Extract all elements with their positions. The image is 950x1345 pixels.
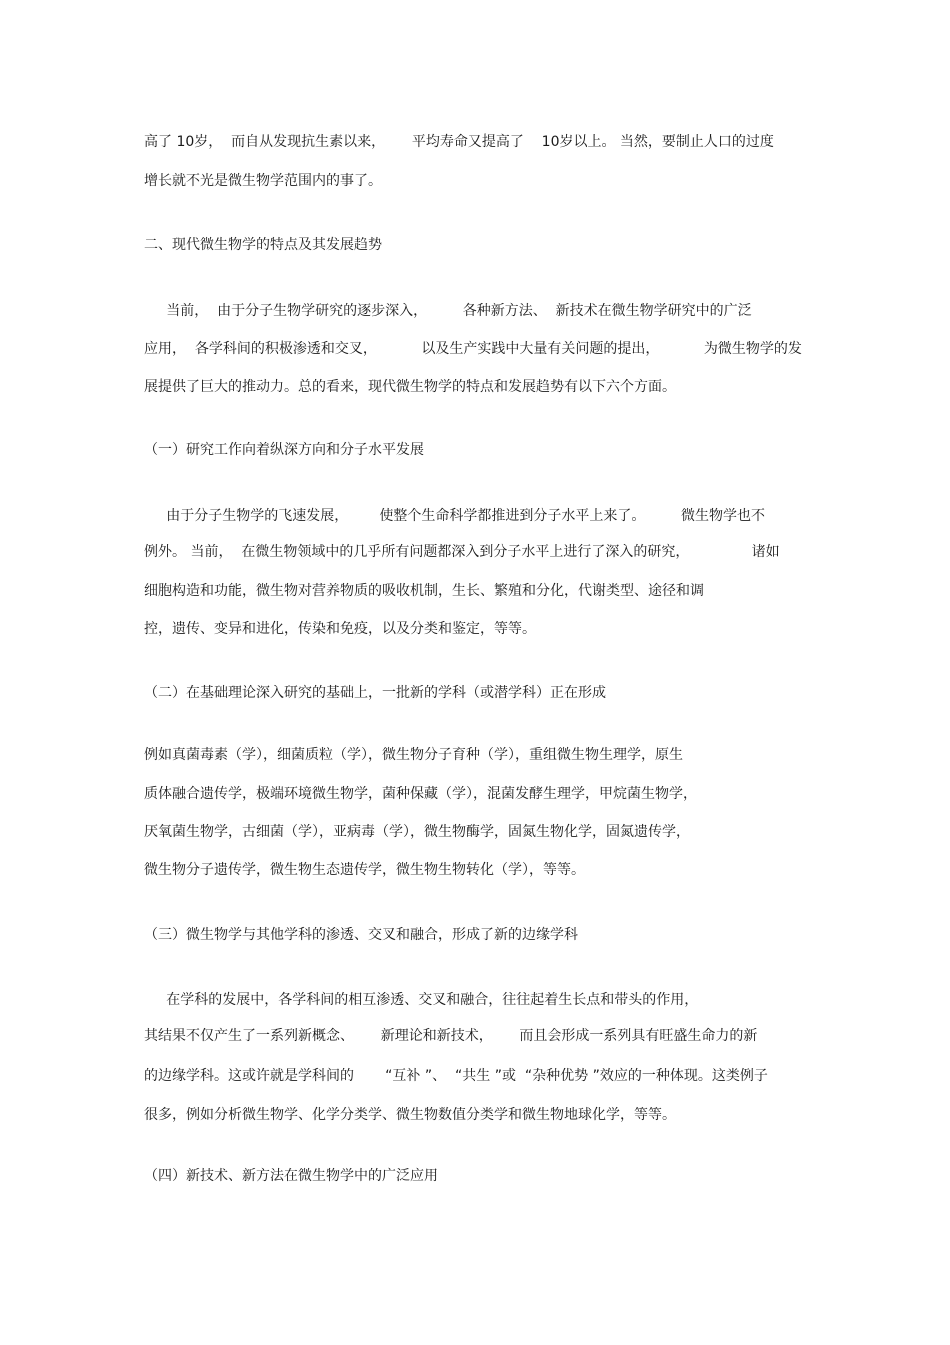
subheading-2: （二）在基础理论深入研究的基础上，一批新的学科（或潜学科）正在形成 [144, 685, 606, 701]
paragraph-2-line-2: 应用， 各学科间的积极渗透和交叉， 以及生产实践中大量有关问题的提出， 为微生物学的发 [144, 341, 802, 357]
paragraph-2-line-3: 展提供了巨大的推动力。总的看来，现代微生物学的特点和发展趋势有以下六个方面。 [144, 379, 676, 395]
paragraph-3-line-1: 由于分子生物学的飞速发展， 使整个生命科学都推进到分子水平上来了。 微生物学也不 [144, 508, 766, 524]
paragraph-4-line-2: 质体融合遗传学，极端环境微生物学，菌种保藏（学），混菌发酵生理学，甲烷菌生物学， [144, 786, 697, 802]
paragraph-1-line-2: 增长就不光是微生物学范围内的事了。 [144, 173, 382, 189]
section-heading: 二、现代微生物学的特点及其发展趋势 [144, 237, 382, 253]
subheading-3: （三）微生物学与其他学科的渗透、交叉和融合，形成了新的边缘学科 [144, 927, 578, 943]
subheading-1: （一）研究工作向着纵深方向和分子水平发展 [144, 442, 424, 458]
paragraph-4-line-4: 微生物分子遗传学，微生物生态遗传学，微生物生物转化（学），等等。 [144, 862, 585, 878]
paragraph-2-line-1: 当前， 由于分子生物学研究的逐步深入， 各种新方法、 新技术在微生物学研究中的广泛 [144, 303, 752, 319]
subheading-4: （四）新技术、新方法在微生物学中的广泛应用 [144, 1168, 438, 1184]
paragraph-1-line-1: 高了 10岁， 而自从发现抗生素以来， 平均寿命又提高了 10岁以上。 当然，要制止人口的过度 [144, 134, 774, 150]
paragraph-3-line-3: 细胞构造和功能，微生物对营养物质的吸收机制，生长、繁殖和分化，代谢类型、途径和调 [144, 583, 704, 599]
paragraph-5-line-4: 很多，例如分析微生物学、化学分类学、微生物数值分类学和微生物地球化学，等等。 [144, 1107, 676, 1123]
paragraph-5-line-1: 在学科的发展中，各学科间的相互渗透、交叉和融合，往往起着生长点和带头的作用， [144, 992, 699, 1008]
paragraph-4-line-1: 例如真菌毒素（学），细菌质粒（学），微生物分子育种（学），重组微生物生理学，原生 [144, 747, 683, 763]
paragraph-4-line-3: 厌氧菌生物学，古细菌（学），亚病毒（学），微生物酶学，固氮生物化学，固氮遗传学， [144, 824, 690, 840]
paragraph-3-line-2: 例外。 当前， 在微生物领域中的几乎所有问题都深入到分子水平上进行了深入的研究， 诸如 [144, 544, 780, 560]
paragraph-5-line-2: 其结果不仅产生了一系列新概念、 新理论和新技术， 而且会形成一系列具有旺盛生命力的新 [144, 1028, 758, 1044]
paragraph-3-line-4: 控，遗传、变异和进化，传染和免疫，以及分类和鉴定，等等。 [144, 621, 536, 637]
paragraph-5-line-3: 的边缘学科。这或许就是学科间的 “互补 ”、 “共生 ”或 “杂种优势 ”效应的一种体现。这类例子 [144, 1068, 768, 1084]
